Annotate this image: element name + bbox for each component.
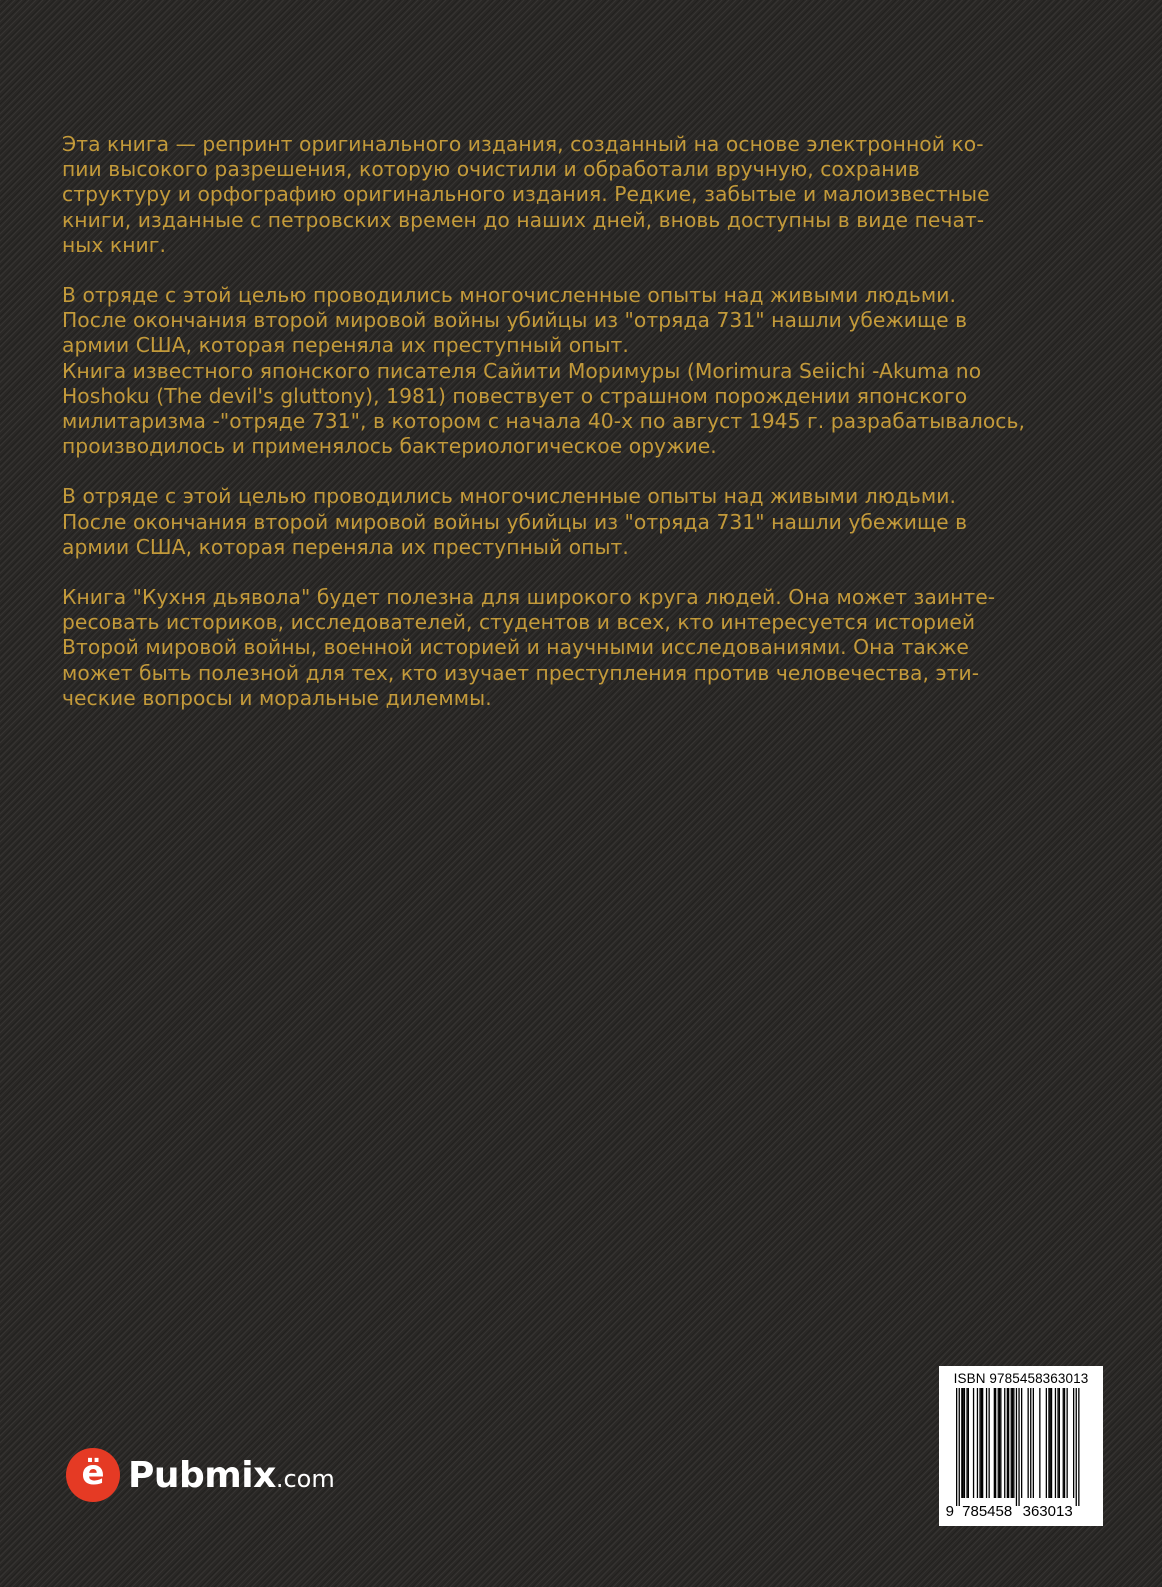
barcode-bar bbox=[1012, 1388, 1013, 1498]
barcode-bar bbox=[1028, 1388, 1029, 1498]
description-paragraph-reprint: Эта книга — репринт оригинального издания, созданный на основе электронной ко- пии высокого разрешения, которую очистили и обработали вручную, сохранив структуру и орфографию оригинального издания. Редкие, забытые и малоизвестные книги, изданные с петровских времен до наших дней, вновь доступны в виде печат- ных книг. bbox=[62, 132, 990, 257]
publisher-logo bbox=[66, 1447, 335, 1503]
barcode-bar bbox=[1033, 1388, 1034, 1498]
publisher-brand: Pubmix bbox=[128, 1454, 276, 1496]
barcode-bar bbox=[1050, 1388, 1051, 1498]
barcode-bar bbox=[999, 1388, 1000, 1498]
barcode-bar bbox=[1063, 1388, 1064, 1498]
barcode-bar bbox=[995, 1388, 996, 1498]
publisher-wordmark bbox=[128, 1455, 335, 1496]
barcode-bar bbox=[1013, 1388, 1014, 1498]
barcode-bar bbox=[994, 1388, 995, 1498]
isbn-label: ISBN 9785458363013 bbox=[953, 1371, 1089, 1386]
barcode-bar bbox=[1051, 1388, 1052, 1498]
barcode-bar bbox=[1007, 1388, 1008, 1498]
description-paragraph-audience: Книга "Кухня дьявола" будет полезна для широкого круга людей. Она может заинте- ресовать историков, исследователей, студентов и всех, кто интересуется историей Второй мировой войны, военной историей и научными исследованиями. Она также может быть полезной для тех, кто изучает преступления против человечества, эти- ческие вопросы и моральные дилеммы. bbox=[62, 585, 996, 710]
barcode-bar bbox=[973, 1388, 974, 1498]
barcode-bar bbox=[1021, 1388, 1022, 1498]
barcode-bar bbox=[1000, 1388, 1001, 1498]
pubmix-logo-icon: ё bbox=[66, 1448, 120, 1502]
barcode-bar bbox=[1016, 1388, 1017, 1506]
description-paragraph-author: Книга известного японского писателя Сайити Моримуры (Morimura Seiichi -Akuma no Hoshoku (The devil's gluttony), 1981) повествует о страшном порождении японского милитаризма -"отряде 731", в котором с начала 40-х по август 1945 г. разрабатывалось, производилось и применялось бактериологическое оружие. bbox=[62, 358, 1026, 459]
barcode-bar bbox=[963, 1388, 964, 1498]
description-paragraph-experiments: В отряде с этой целью проводились многочисленные опыты над живыми людьми. После окончания второй мировой войны убийцы из "отряда 731" нашли убежище в армии США, которая переняла их преступный опыт. bbox=[62, 283, 968, 358]
barcode-bar bbox=[959, 1388, 960, 1506]
barcode-bar bbox=[956, 1388, 957, 1506]
barcode-bar bbox=[1039, 1388, 1040, 1498]
barcode-bar bbox=[977, 1388, 978, 1498]
barcode-bar bbox=[961, 1388, 962, 1498]
barcode-bar bbox=[1008, 1388, 1009, 1498]
description-paragraph-experiments-repeat: В отряде с этой целью проводились многочисленные опыты над живыми людьми. После окончания второй мировой войны убийцы из "отряда 731" нашли убежище в армии США, которая переняла их преступный опыт. bbox=[62, 484, 968, 559]
barcode-bar bbox=[1078, 1388, 1079, 1506]
barcode-bar bbox=[966, 1388, 967, 1498]
barcode-bar bbox=[1073, 1388, 1074, 1498]
barcode-digits: 9 bbox=[945, 1503, 954, 1519]
barcode-digits: 785458 bbox=[962, 1503, 1013, 1519]
book-description bbox=[62, 132, 1104, 736]
barcode-bar bbox=[1046, 1388, 1047, 1498]
barcode-bar bbox=[1055, 1388, 1056, 1498]
barcode-bar bbox=[1048, 1388, 1049, 1498]
barcode-bar bbox=[982, 1388, 983, 1498]
barcode-bar bbox=[981, 1388, 982, 1498]
barcode-bar bbox=[968, 1388, 969, 1498]
barcode-bar bbox=[964, 1388, 965, 1498]
barcode-digits: 363013 bbox=[1022, 1503, 1073, 1519]
barcode-icon bbox=[945, 1388, 1097, 1519]
publisher-domain: .com bbox=[275, 1464, 335, 1493]
barcode-bar bbox=[1030, 1388, 1031, 1498]
barcode-bar bbox=[1018, 1388, 1019, 1506]
barcode-bar bbox=[1004, 1388, 1005, 1498]
barcode-bar bbox=[998, 1388, 999, 1498]
barcode-bar bbox=[1064, 1388, 1065, 1498]
barcode-bar bbox=[1057, 1388, 1058, 1498]
barcode-bar bbox=[1076, 1388, 1077, 1506]
barcode-bar bbox=[1067, 1388, 1068, 1498]
barcode-bar bbox=[989, 1388, 990, 1498]
isbn-barcode bbox=[939, 1366, 1103, 1526]
barcode-bar bbox=[1011, 1388, 1012, 1498]
barcode-bar bbox=[1059, 1388, 1060, 1498]
barcode-bar bbox=[979, 1388, 980, 1498]
barcode-bar bbox=[986, 1388, 987, 1498]
